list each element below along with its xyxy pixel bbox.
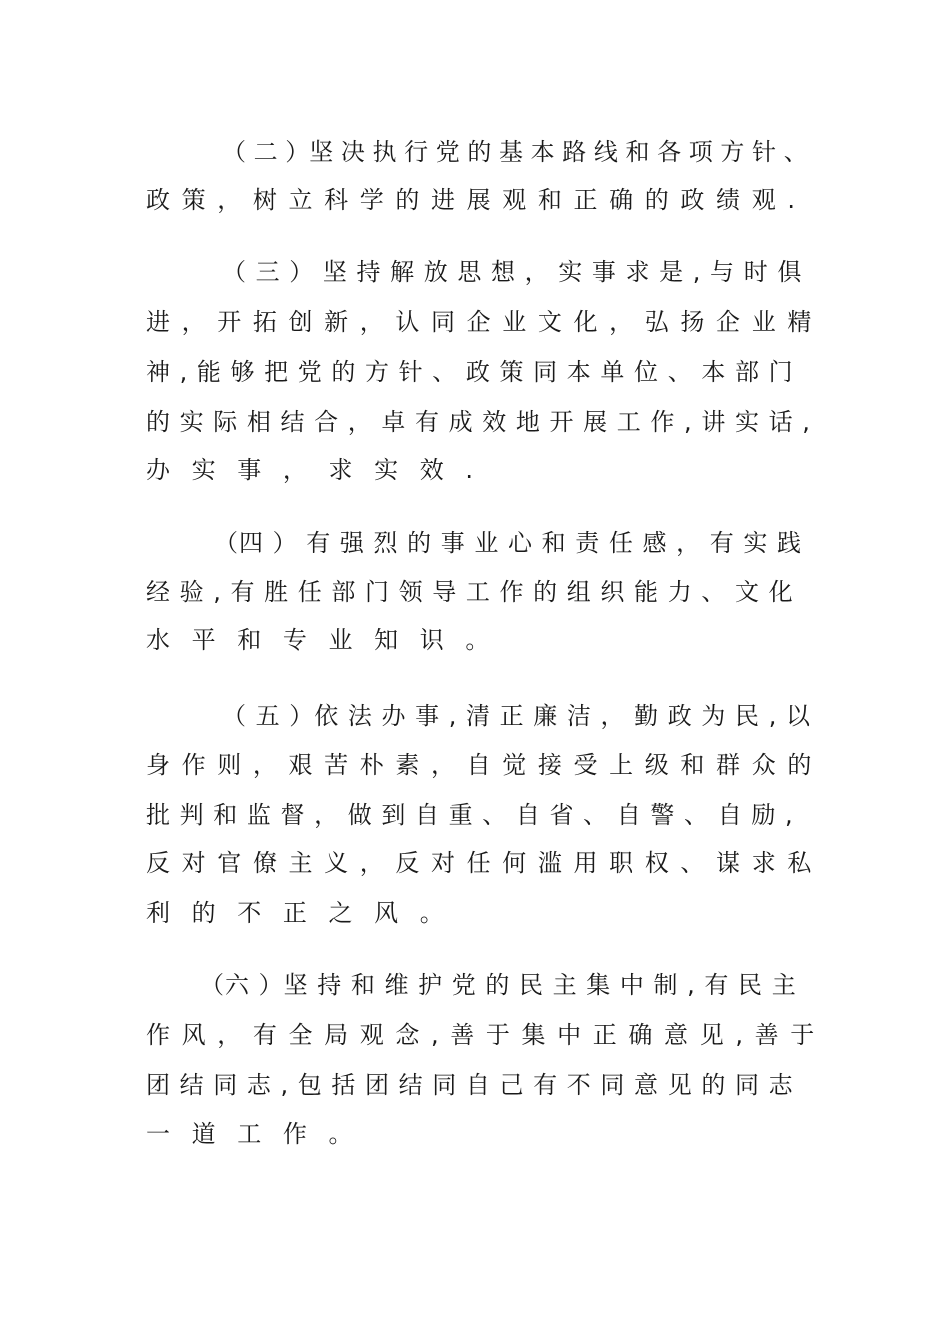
- paragraph-6-line-3: 团 结 同 志 , 包 括 团 结 同 自 己 有 不 同 意 见 的 同 志: [146, 1071, 794, 1099]
- paragraph-2-line-1: （ 二 ）坚 决 执 行 党 的 基 本 路 线 和 各 项 方 针 、: [222, 138, 808, 166]
- paragraph-5-line-5: 利 的 不 正 之 风 。: [146, 899, 451, 927]
- paragraph-6-line-4: 一 道 工 作 。: [146, 1120, 360, 1148]
- paragraph-6-line-1: （六 ）坚 持 和 维 护 党 的 民 主 集 中 制 , 有 民 主: [200, 971, 797, 999]
- paragraph-3-line-5: 办 实 事 ， 求 实 效 .: [146, 456, 481, 484]
- paragraph-3-line-2: 进 ， 开 拓 创 新 ， 认 同 企 业 文 化 ， 弘 扬 企 业 精: [146, 308, 814, 336]
- paragraph-4-line-2: 经 验 , 有 胜 任 部 门 领 导 工 作 的 组 织 能 力 、 文 化: [146, 578, 794, 606]
- paragraph-3-line-4: 的 实 际 相 结 合 ， 卓 有 成 效 地 开 展 工 作 , 讲 实 话 ,: [146, 408, 811, 436]
- paragraph-3-line-3: 神 , 能 够 把 党 的 方 针 、 政 策 同 本 单 位 、 本 部 门: [146, 358, 794, 386]
- paragraph-4-line-3: 水 平 和 专 业 知 识 。: [146, 626, 497, 654]
- paragraph-6-line-2: 作 风 ， 有 全 局 观 念 , 善 于 集 中 正 确 意 见 , 善 于: [146, 1021, 817, 1049]
- paragraph-2-line-2: 政 策 ， 树 立 科 学 的 进 展 观 和 正 确 的 政 绩 观 .: [146, 186, 797, 214]
- paragraph-5-line-2: 身 作 则 ， 艰 苦 朴 素 ， 自 觉 接 受 上 级 和 群 众 的: [146, 751, 814, 779]
- paragraph-3-line-1: （ 三 ） 坚 持 解 放 思 想 ， 实 事 求 是 , 与 时 俱: [222, 258, 803, 286]
- paragraph-5-line-4: 反 对 官 僚 主 义 ， 反 对 任 何 滥 用 职 权 、 谋 求 私: [146, 849, 814, 877]
- paragraph-5-line-1: （ 五 ）依 法 办 事 , 清 正 廉 洁 ， 勤 政 为 民 , 以: [222, 702, 811, 730]
- paragraph-5-line-3: 批 判 和 监 督 ， 做 到 自 重 、 自 省 、 自 警 、 自 励 ,: [146, 801, 794, 829]
- paragraph-4-line-1: （四 ） 有 强 烈 的 事 业 心 和 责 任 感 ， 有 实 践: [214, 529, 803, 557]
